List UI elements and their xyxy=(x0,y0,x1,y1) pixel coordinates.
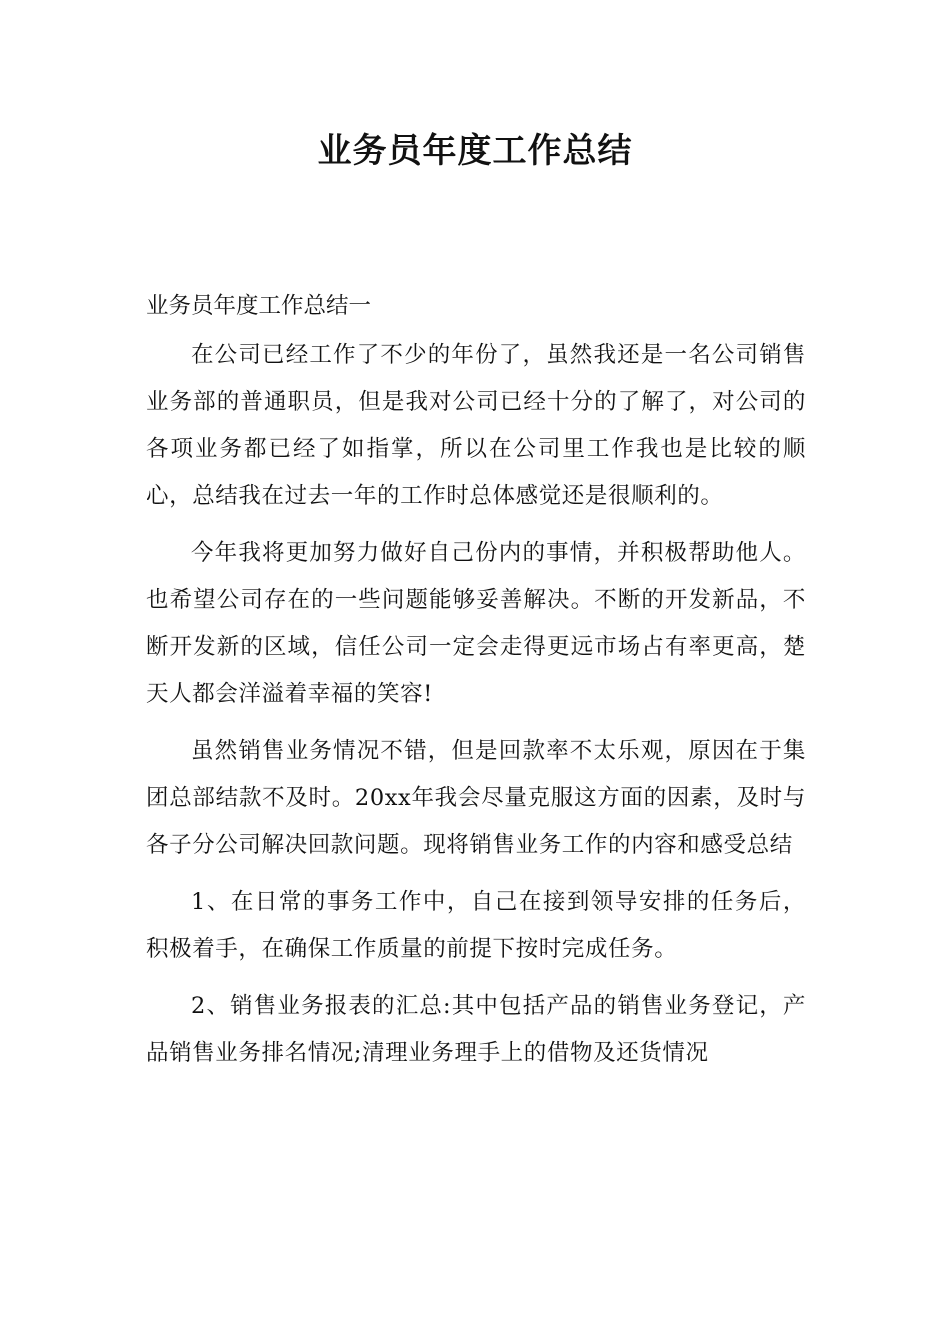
paragraph-item-1: 1、在日常的事务工作中，自己在接到领导安排的任务后，积极着手，在确保工作质量的前提下按时完成任务。 xyxy=(146,889,806,962)
paragraph-collections: 虽然销售业务情况不错，但是回款率不太乐观，原因在于集团总部结款不及时。20xx年我会尽量克服这方面的因素，及时与各子分公司解决回款问题。现将销售业务工作的内容和感受总结 xyxy=(146,738,806,858)
paragraph-item-2: 2、销售业务报表的汇总:其中包括产品的销售业务登记，产品销售业务排名情况;清理业务理手上的借物及还货情况 xyxy=(146,993,806,1066)
section-heading: 业务员年度工作总结一 xyxy=(146,293,372,319)
paragraph-plans: 今年我将更加努力做好自己份内的事情，并积极帮助他人。也希望公司存在的一些问题能够妥善解决。不断的开发新品，不断开发新的区域，信任公司一定会走得更远市场占有率更高，楚天人都会洋溢着幸福的笑容! xyxy=(146,540,806,707)
paragraph-intro: 在公司已经工作了不少的年份了，虽然我还是一名公司销售业务部的普通职员，但是我对公司已经十分的了解了，对公司的各项业务都已经了如指掌，所以在公司里工作我也是比较的顺心，总结我在过去一年的工作时总体感觉还是很顺利的。 xyxy=(146,342,806,509)
document-title: 业务员年度工作总结 xyxy=(317,131,633,171)
document-body xyxy=(146,282,806,1077)
